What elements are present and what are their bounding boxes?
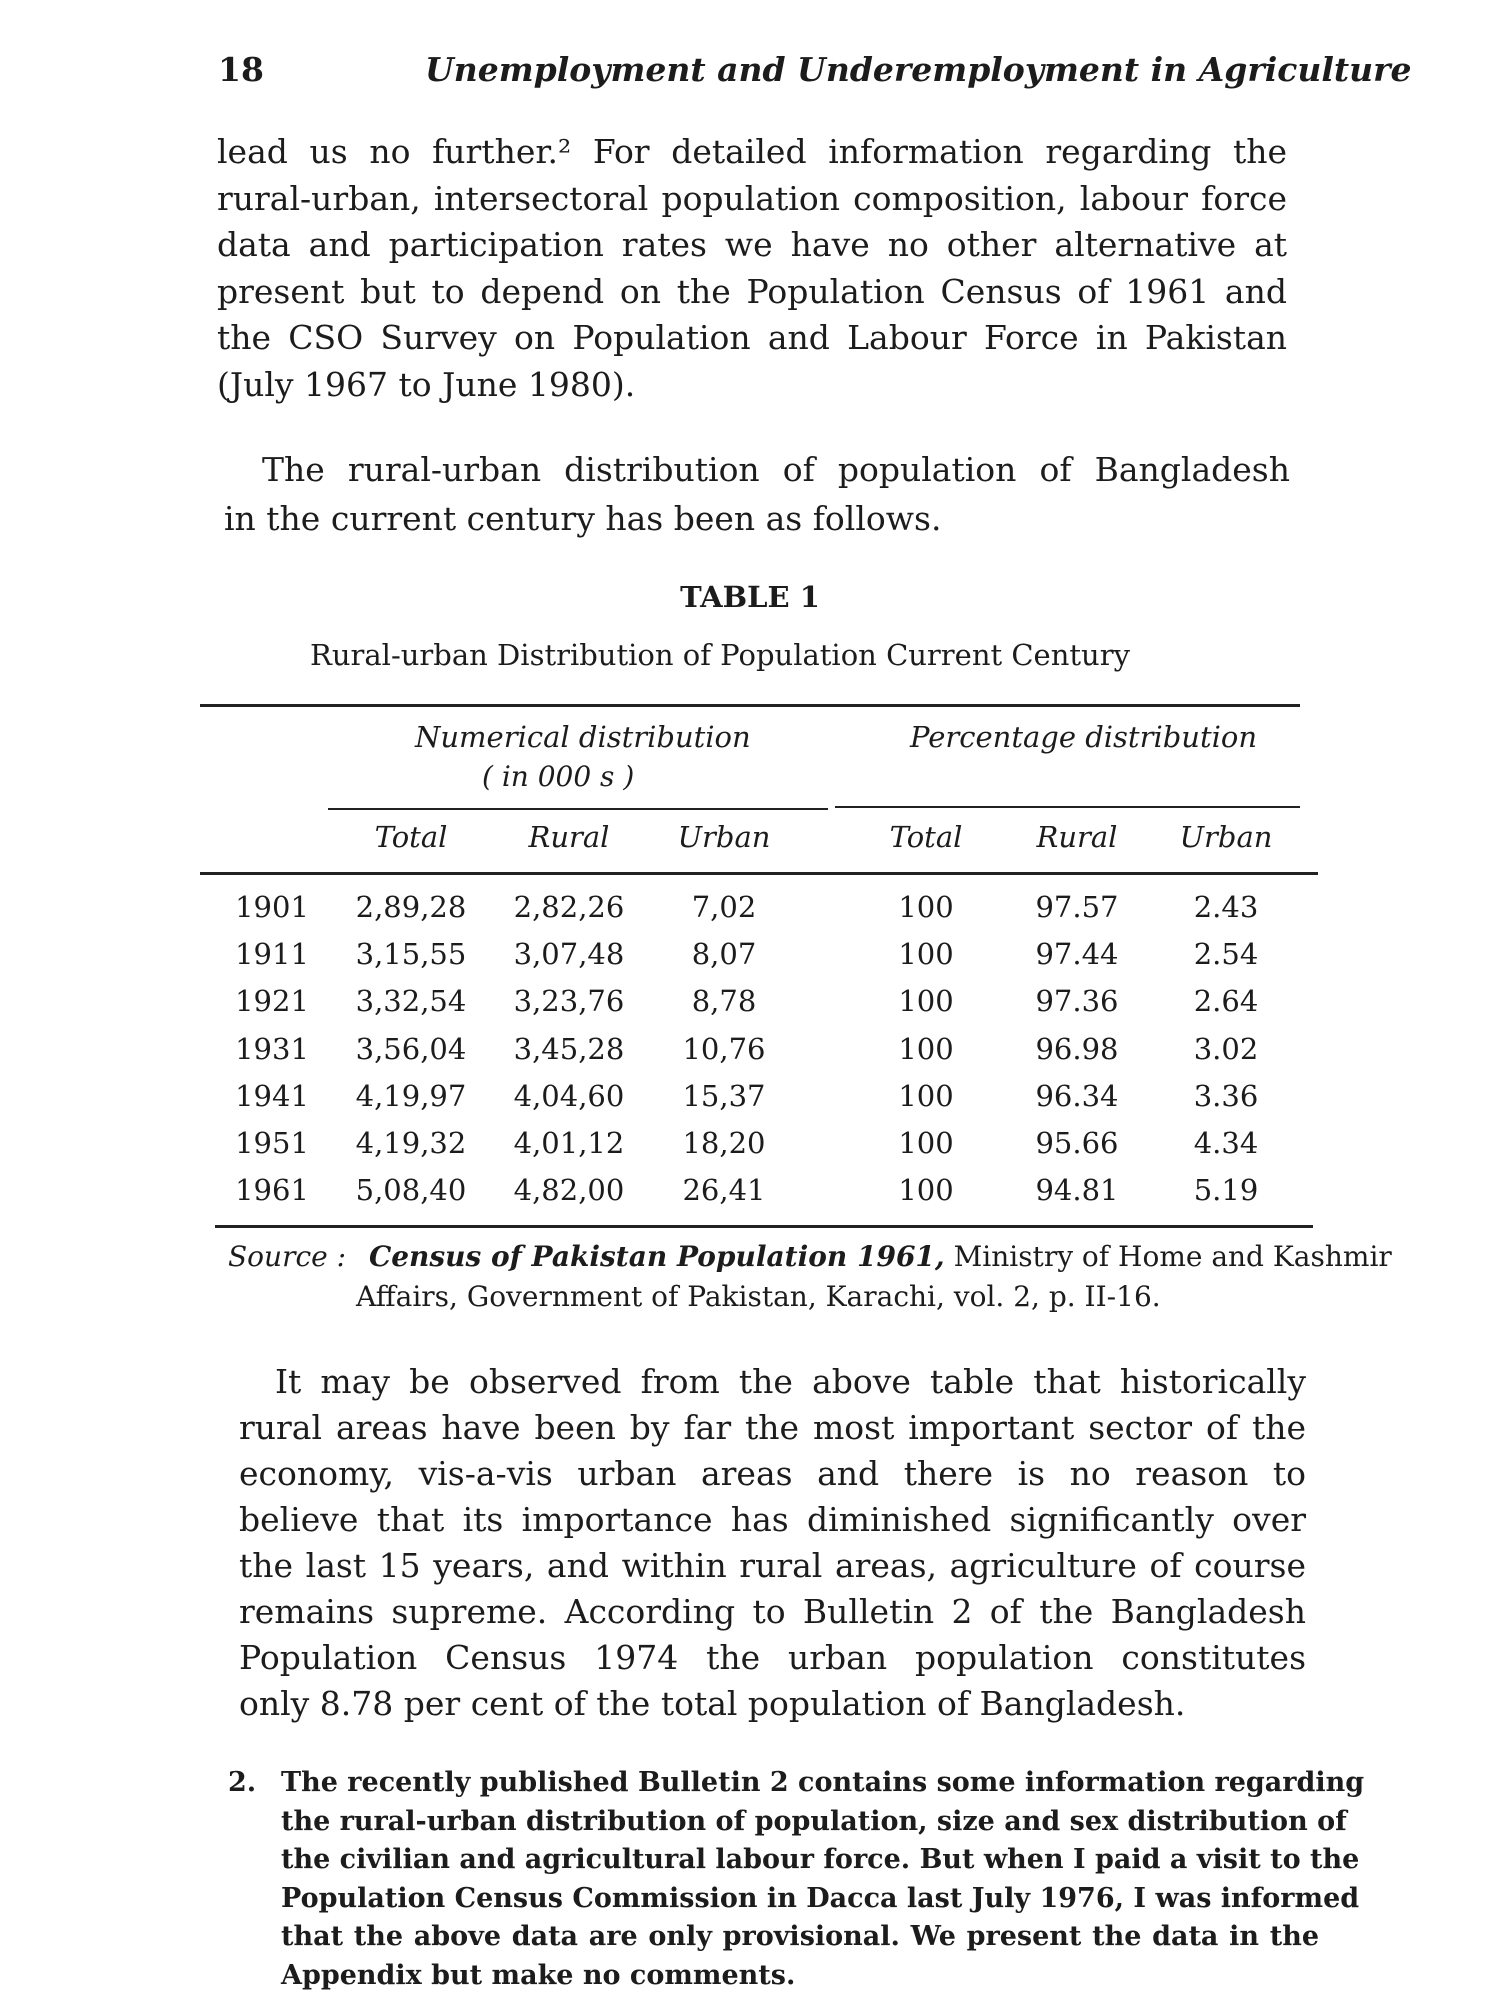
unit-text: ( in 000 s ) — [482, 760, 635, 793]
text-line: lead us no further.² For detailed information regarding the — [217, 132, 1287, 171]
value-cell: 18,20 — [682, 1126, 766, 1160]
column-header: Total — [374, 820, 448, 854]
text-line: remains supreme. According to Bulletin 2 of the Bangladesh — [239, 1592, 1306, 1631]
value-cell: 100 — [898, 1031, 954, 1066]
value-cell: 5.19 — [1193, 1173, 1259, 1208]
value-cell: 8,78 — [691, 984, 757, 1019]
year-cell: 1921 — [235, 984, 309, 1019]
text-line: It may be observed from the above table that historically — [275, 1362, 1306, 1401]
value-cell: 2.54 — [1193, 937, 1259, 972]
year-cell: 1951 — [235, 1126, 309, 1160]
text-line: economy, vis-a-vis urban areas and there is no reason to — [239, 1454, 1306, 1493]
text-line: rural areas have been by far the most important sector of the — [239, 1408, 1306, 1447]
text-line: rural-urban, intersectoral population composition, labour force — [217, 178, 1287, 218]
value-cell: 4,82,00 — [513, 1173, 625, 1208]
text-line: the civilian and agricultural labour force. But when I paid a visit to the — [281, 1844, 1360, 1876]
column-header: Rural — [528, 820, 610, 854]
source-line-2: Affairs, Government of Pakistan, Karachi, vol. 2, p. II-16. — [356, 1280, 1161, 1313]
value-cell: 4.34 — [1193, 1126, 1259, 1160]
text-line: present but to depend on the Population Census of 1961 and — [217, 271, 1287, 311]
group-numerical-header: Numerical distribution — [415, 720, 751, 754]
text-line: the last 15 years, and within rural areas, agriculture of course — [239, 1546, 1306, 1585]
value-cell: 96.98 — [1035, 1031, 1119, 1066]
value-cell: 10,76 — [682, 1031, 766, 1066]
value-cell: 97.36 — [1035, 984, 1119, 1019]
value-cell: 3.36 — [1193, 1078, 1259, 1113]
text-line: only 8.78 per cent of the total population of Bangladesh. — [239, 1684, 1186, 1723]
value-cell: 2.43 — [1193, 890, 1259, 924]
text-line: the rural-urban distribution of population, size and sex distribution of — [281, 1805, 1347, 1837]
value-cell: 3,32,54 — [355, 984, 467, 1019]
value-cell: 3,56,04 — [355, 1031, 467, 1066]
column-header: Urban — [677, 820, 771, 854]
value-cell: 4,04,60 — [513, 1078, 625, 1113]
value-cell: 8,07 — [691, 937, 757, 972]
running-title: Unemployment and Underemployment in Agriculture — [425, 50, 1412, 89]
group-numerical-unit — [482, 760, 634, 793]
year-cell: 1911 — [235, 937, 309, 972]
value-cell: 100 — [898, 1173, 954, 1208]
text-line: data and participation rates we have no other alternative at — [217, 225, 1287, 264]
source-label: Source : — [228, 1240, 347, 1273]
table-bottom-rule — [215, 1225, 1313, 1228]
value-cell: 100 — [898, 937, 954, 972]
value-cell: 4,19,32 — [355, 1126, 467, 1160]
page-number: 18 — [218, 50, 264, 89]
text-line: Appendix but make no comments. — [281, 1960, 796, 1991]
column-header: Urban — [1179, 820, 1273, 854]
value-cell: 100 — [898, 1126, 954, 1160]
text-line: (July 1967 to June 1980). — [217, 364, 636, 404]
year-cell: 1931 — [235, 1031, 309, 1066]
value-cell: 97.57 — [1035, 890, 1119, 924]
year-cell: 1901 — [235, 890, 309, 924]
header-bottom-rule — [200, 872, 1318, 875]
value-cell: 3,15,55 — [355, 937, 467, 972]
table-title: Rural-urban Distribution of Population Current Century — [310, 638, 1130, 672]
group-percentage-rule — [835, 806, 1300, 808]
group-numerical-rule — [328, 808, 828, 810]
value-cell: 96.34 — [1035, 1078, 1119, 1113]
column-header: Total — [889, 820, 963, 854]
value-cell: 3,07,48 — [513, 937, 625, 972]
value-cell: 97.44 — [1035, 937, 1119, 972]
source-publisher: Ministry of Home and Kashmir — [953, 1240, 1392, 1273]
column-header: Rural — [1036, 820, 1118, 854]
value-cell: 94.81 — [1035, 1173, 1119, 1208]
value-cell: 5,08,40 — [355, 1173, 467, 1208]
value-cell: 100 — [898, 1078, 954, 1113]
value-cell: 100 — [898, 984, 954, 1019]
source-title: Census of Pakistan Population 1961, — [368, 1240, 945, 1273]
value-cell: 4,01,12 — [513, 1126, 625, 1160]
value-cell: 3,23,76 — [513, 984, 625, 1019]
text-line: the CSO Survey on Population and Labour Force in Pakistan — [217, 318, 1287, 357]
value-cell: 7,02 — [691, 890, 757, 924]
value-cell: 3.02 — [1193, 1031, 1259, 1066]
value-cell: 15,37 — [682, 1078, 766, 1113]
table-source — [228, 1240, 1392, 1273]
value-cell: 2.64 — [1193, 984, 1259, 1019]
value-cell: 100 — [898, 890, 954, 924]
text-line: Population Census Commission in Dacca last July 1976, I was informed — [281, 1882, 1360, 1914]
value-cell: 3,45,28 — [513, 1031, 625, 1066]
text-line: in the current century has been as follows. — [224, 499, 942, 538]
year-cell: 1961 — [235, 1173, 309, 1208]
table-top-rule — [200, 704, 1300, 707]
value-cell: 95.66 — [1035, 1126, 1119, 1160]
text-line: The recently published Bulletin 2 contains some information regarding — [281, 1767, 1365, 1798]
group-percentage-header: Percentage distribution — [910, 720, 1258, 754]
value-cell: 4,19,97 — [355, 1078, 467, 1113]
text-line: Population Census 1974 the urban population constitutes — [239, 1638, 1306, 1677]
year-cell: 1941 — [235, 1078, 309, 1113]
value-cell: 2,82,26 — [513, 890, 625, 924]
value-cell: 26,41 — [682, 1173, 766, 1208]
text-line: The rural-urban distribution of population of Bangladesh — [262, 450, 1290, 489]
table-label: TABLE 1 — [680, 580, 820, 614]
text-line: that the above data are only provisional. We present the data in the — [281, 1921, 1319, 1953]
value-cell: 2,89,28 — [355, 890, 467, 924]
text-line: believe that its importance has diminished significantly over — [239, 1500, 1306, 1539]
footnote-marker: 2. — [228, 1767, 257, 1798]
